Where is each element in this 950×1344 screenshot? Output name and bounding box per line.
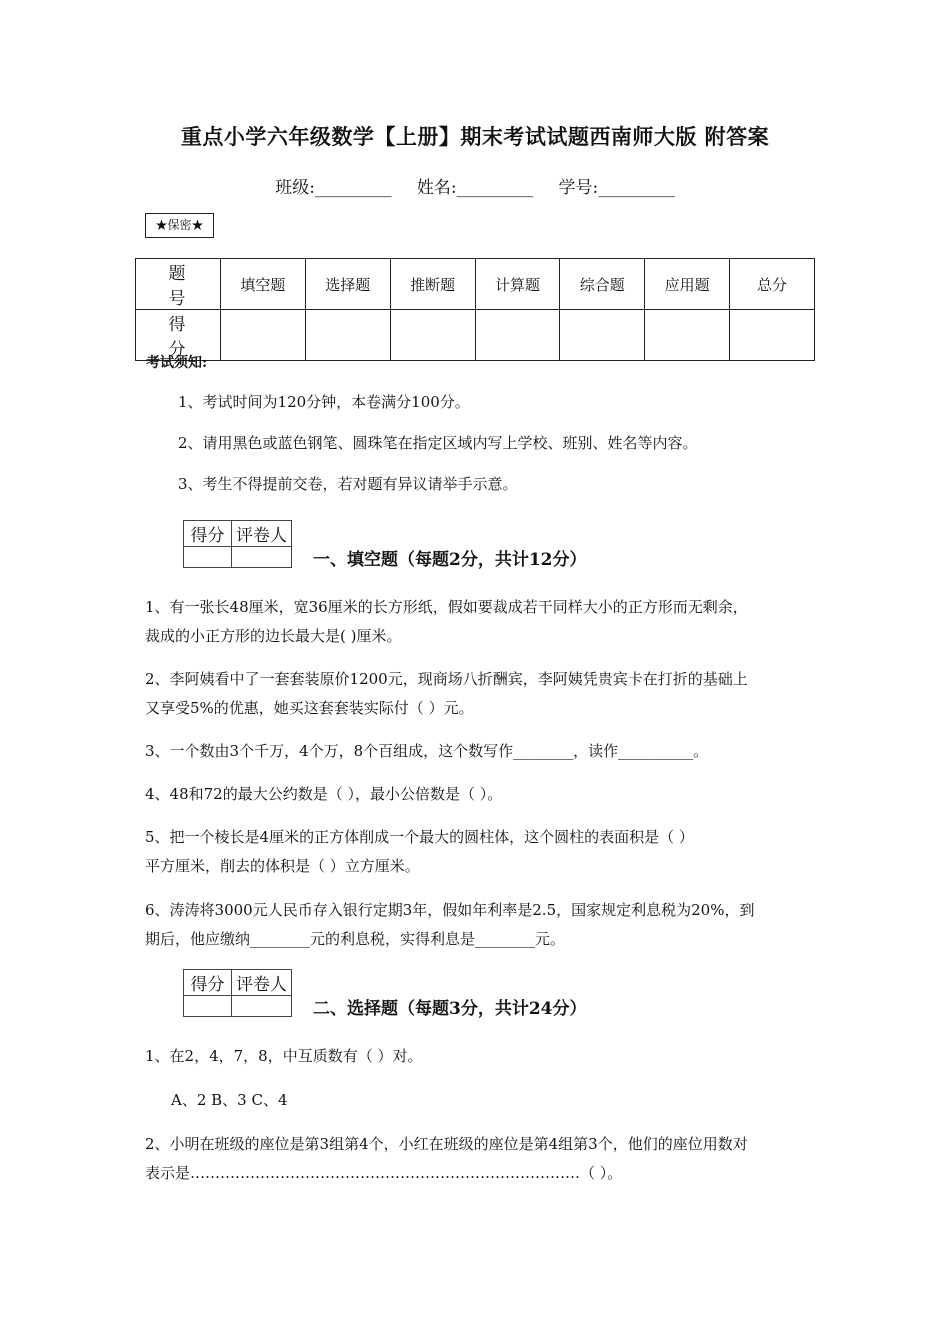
score-header-cell: 应用题	[645, 259, 730, 310]
grader-blank-cell	[184, 547, 232, 568]
score-blank-cell	[730, 310, 815, 361]
question-line: 裁成的小正方形的边长最大是( )厘米。	[145, 627, 402, 645]
section-2-title: 二、选择题（每题3分，共计24分）	[313, 999, 587, 1019]
grader-blank-cell	[232, 996, 292, 1017]
exam-notice-item: 3、考生不得提前交卷，若对题有异议请举手示意。	[178, 475, 518, 493]
section-1-title: 一、填空题（每题2分，共计12分）	[313, 550, 587, 570]
question-line: 1、有一张长48厘米，宽36厘米的长方形纸，假如要裁成若干同样大小的正方形而无剩余，	[145, 598, 748, 616]
question-line: 6、涛涛将3000元人民币存入银行定期3年，假如年利率是2.5，国家规定利息税为20%，到	[145, 901, 755, 919]
score-blank-cell	[645, 310, 730, 361]
question-line: 3、一个数由3个千万，4个万，8个百组成，这个数写作________，读作__________。	[145, 742, 709, 760]
student-info-line	[0, 173, 950, 198]
score-blank-cell	[221, 310, 306, 361]
class-field-label: 班级:_________	[275, 178, 392, 198]
score-table-header-row	[136, 259, 815, 310]
score-blank-cell	[305, 310, 390, 361]
confidential-stamp: ★保密★	[145, 213, 214, 238]
score-header-cell: 填空题	[221, 259, 306, 310]
grader-reviewer-label: 评卷人	[232, 970, 292, 996]
question-line: 平方厘米，削去的体积是（ ）立方厘米。	[145, 857, 420, 875]
score-header-cell: 综合题	[560, 259, 645, 310]
exam-notice-item: 1、考试时间为120分钟，本卷满分100分。	[178, 393, 470, 411]
question-number-label: 题 号	[136, 259, 221, 310]
score-header-cell: 推断题	[390, 259, 475, 310]
score-table-score-row	[136, 310, 815, 361]
question-options: A、2 B、3 C、4	[171, 1091, 288, 1109]
question-line: 2、李阿姨看中了一套套装原价1200元，现商场八折酬宾，李阿姨凭贵宾卡在打折的基础上	[145, 670, 748, 688]
question-line: 表示是……………………………………………………………………（ ）。	[145, 1164, 623, 1182]
page-title: 重点小学六年级数学【上册】期末考试试题西南师大版 附答案	[180, 124, 770, 149]
score-blank-cell	[390, 310, 475, 361]
student-id-field-label: 学号:_________	[558, 178, 675, 198]
score-header-cell: 计算题	[475, 259, 560, 310]
grader-reviewer-label: 评卷人	[232, 521, 292, 547]
exam-notice-heading: 考试须知:	[146, 355, 208, 371]
exam-notice-item: 2、请用黑色或蓝色钢笔、圆珠笔在指定区域内写上学校、班别、姓名等内容。	[178, 434, 698, 452]
score-label: 得 分	[136, 310, 221, 361]
question-line: 5、把一个棱长是4厘米的正方体削成一个最大的圆柱体，这个圆柱的表面积是（ ）	[145, 828, 694, 846]
grader-blank-cell	[232, 547, 292, 568]
score-header-cell: 总分	[730, 259, 815, 310]
grader-box	[183, 969, 292, 1017]
question-line: 又享受5%的优惠，她买这套套装实际付（ ）元。	[145, 699, 474, 717]
grader-score-label: 得分	[184, 521, 232, 547]
grader-box	[183, 520, 292, 568]
grader-blank-cell	[184, 996, 232, 1017]
question-line: 2、小明在班级的座位是第3组第4个，小红在班级的座位是第4组第3个，他们的座位用数对	[145, 1135, 748, 1153]
score-blank-cell	[560, 310, 645, 361]
question-line: 期后，他应缴纳________元的利息税，实得利息是________元。	[145, 930, 566, 948]
score-header-cell: 选择题	[305, 259, 390, 310]
score-table	[135, 258, 815, 361]
question-line: 1、在2，4，7，8，中互质数有（ ）对。	[145, 1047, 423, 1065]
name-field-label: 姓名:_________	[416, 178, 534, 198]
grader-score-label: 得分	[184, 970, 232, 996]
score-blank-cell	[475, 310, 560, 361]
question-line: 4、48和72的最大公约数是（ ），最小公倍数是（ ）。	[145, 785, 503, 803]
